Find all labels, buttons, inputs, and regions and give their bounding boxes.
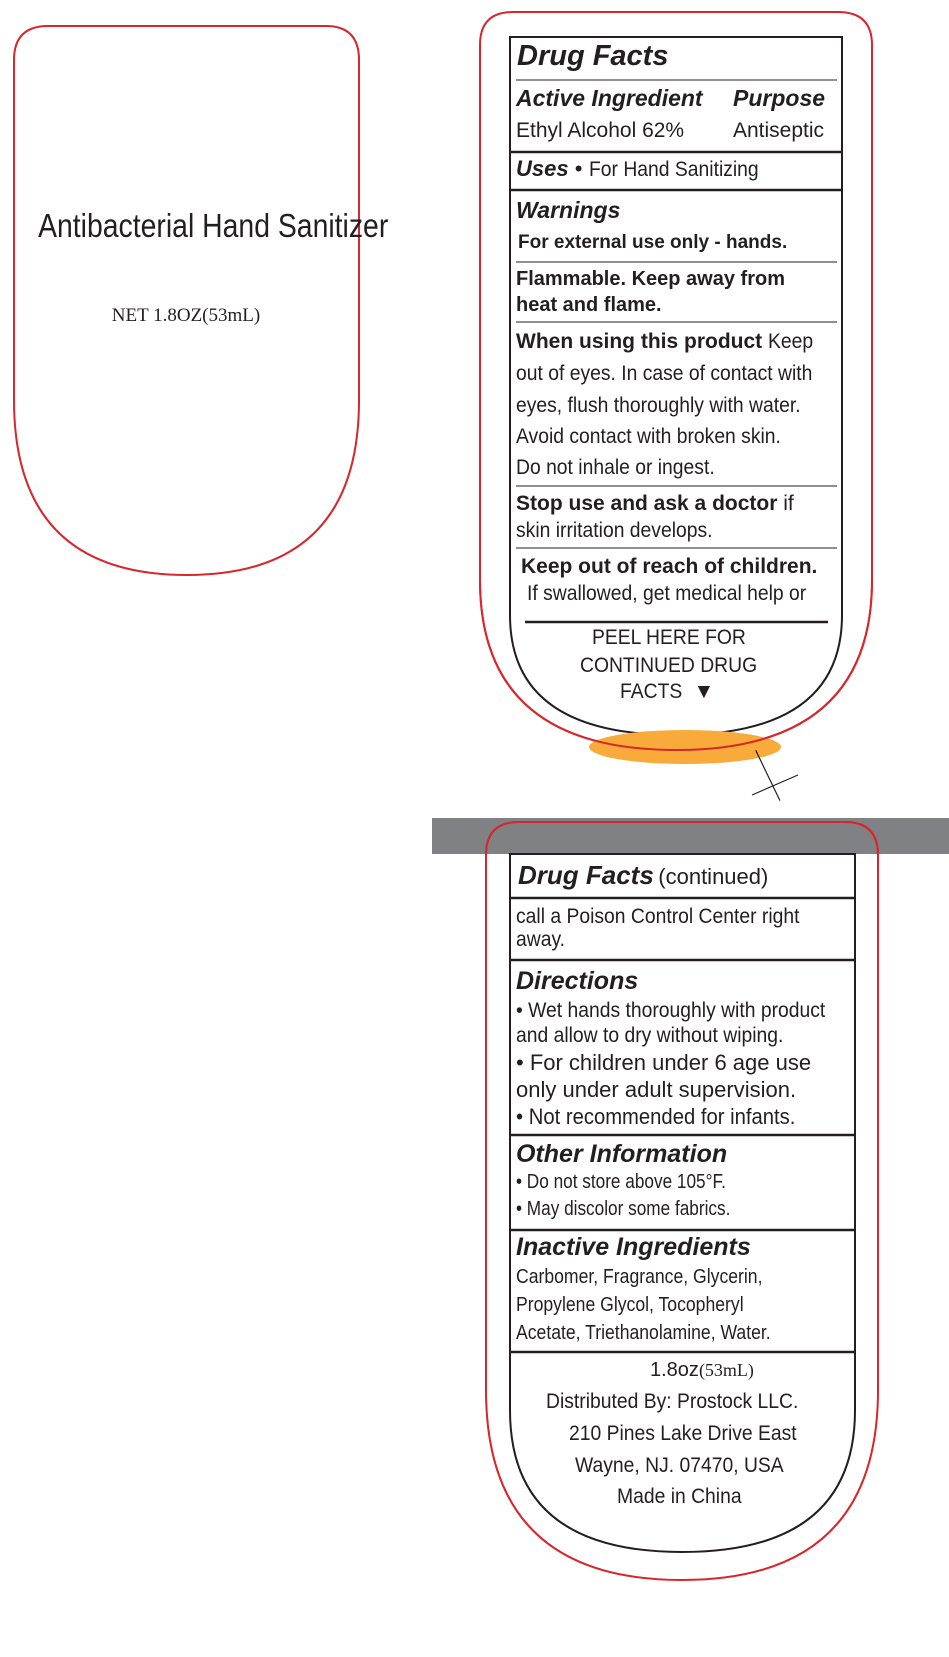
warnings-title: Warnings: [516, 197, 621, 223]
peel-tab: [589, 730, 781, 764]
bullet: •: [574, 156, 583, 181]
purpose-header: Purpose: [733, 85, 826, 111]
poison-control-line-2: away.: [516, 928, 566, 951]
net-contents: NET 1.8OZ(53mL): [111, 305, 261, 326]
drug-facts-title-continued: Drug Facts: [518, 860, 654, 890]
down-triangle-icon: ▼: [693, 680, 715, 703]
peel-line-1: PEEL HERE FOR: [592, 626, 747, 649]
directions-title: Directions: [516, 967, 639, 995]
active-ingredient-value: Ethyl Alcohol 62%: [516, 119, 685, 142]
uses-text: For Hand Sanitizing: [588, 158, 759, 181]
stop-use-line-2: skin irritation develops.: [516, 519, 713, 542]
purpose-value: Antiseptic: [733, 119, 825, 142]
made-in-china: Made in China: [617, 1485, 742, 1508]
direction-1-line-1: • Wet hands thoroughly with product: [516, 999, 826, 1022]
other-info-2: • May discolor some fabrics.: [516, 1198, 731, 1220]
distributor-line-1: Distributed By: Prostock LLC.: [545, 1390, 799, 1413]
distributor-city: Wayne, NJ. 07470, USA: [574, 1454, 784, 1477]
direction-3: • Not recommended for infants.: [516, 1104, 796, 1129]
container-size: 1.8oz(53mL): [650, 1359, 754, 1381]
other-info-1: • Do not store above 105°F.: [516, 1171, 726, 1193]
when-using-line-2: out of eyes. In case of contact with: [516, 362, 813, 385]
uses-section: [516, 158, 773, 180]
warning-flammable-1: Flammable. Keep away from: [516, 268, 785, 290]
inactive-line-2: Propylene Glycol, Tocopheryl: [516, 1294, 744, 1316]
continued-suffix: (continued): [658, 864, 769, 889]
when-using-label: When using this product: [516, 330, 763, 353]
when-using-line-5: Do not inhale or ingest.: [516, 456, 715, 479]
direction-2-line-2: only under adult supervision.: [516, 1077, 797, 1102]
peel-line-3: FACTS ▼: [620, 680, 715, 703]
drug-facts-title: Drug Facts: [517, 40, 669, 72]
active-ingredient-header: Active Ingredient: [516, 85, 703, 111]
uses-label: Uses: [516, 156, 569, 181]
keep-out-of-reach: Keep out of reach of children.: [521, 555, 818, 578]
distributor-address: 210 Pines Lake Drive East: [569, 1422, 797, 1445]
inactive-line-1: Carbomer, Fragrance, Glycerin,: [516, 1266, 763, 1288]
direction-1-line-2: and allow to dry without wiping.: [516, 1024, 784, 1047]
when-using-line-1: When using this product Keep: [516, 330, 814, 353]
warning-flammable-2: heat and flame.: [516, 294, 662, 316]
stop-use-label: Stop use and ask a doctor: [516, 492, 778, 515]
peel-line-2: CONTINUED DRUG: [579, 654, 757, 677]
inactive-line-3: Acetate, Triethanolamine, Water.: [516, 1322, 771, 1344]
warning-external-use: For external use only - hands.: [518, 232, 788, 253]
if-swallowed-text: If swallowed, get medical help or: [527, 582, 807, 605]
front-heading: [100, 0, 300, 4]
direction-2-line-1: • For children under 6 age use: [516, 1050, 812, 1075]
inactive-ingredients-title: Inactive Ingredients: [516, 1233, 751, 1261]
continued-title: [518, 862, 768, 888]
when-using-line-3: eyes, flush thoroughly with water.: [516, 394, 801, 417]
front-panel-outline: [14, 26, 389, 575]
stop-use-line-1: Stop use and ask a doctor if: [516, 492, 794, 515]
product-name: Antibacterial Hand Sanitizer: [38, 207, 389, 244]
when-using-line-4: Avoid contact with broken skin.: [516, 425, 781, 448]
poison-control-line-1: call a Poison Control Center right: [516, 905, 800, 928]
other-information-title: Other Information: [516, 1140, 728, 1168]
